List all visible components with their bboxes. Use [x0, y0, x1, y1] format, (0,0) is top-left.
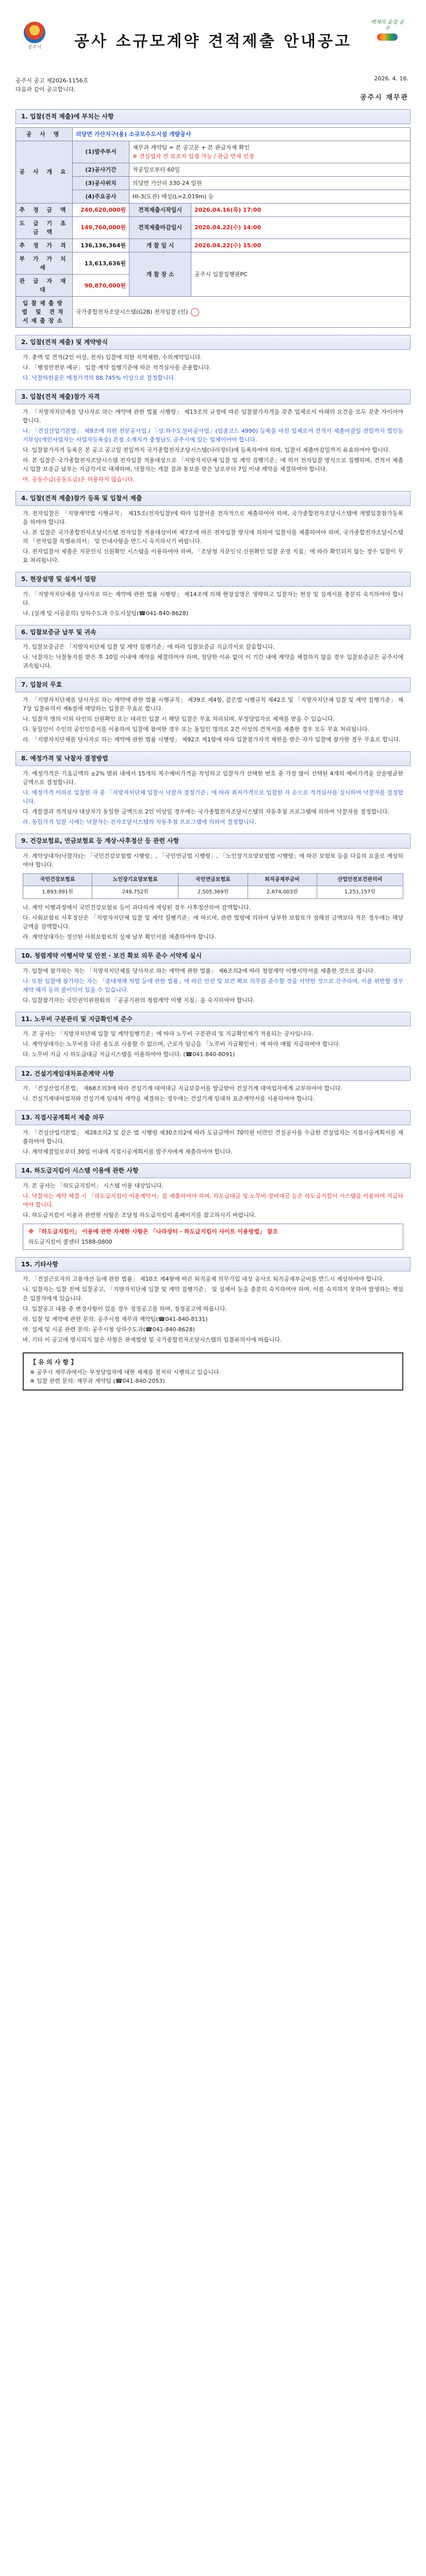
table-cell: 1,251,157원	[317, 886, 403, 899]
schedule-label: 견적제출시작일시	[129, 203, 191, 216]
overview-value: 의당면 가산리 330-24 일원	[129, 176, 411, 190]
section-subcontract-system	[15, 1163, 411, 1250]
section-contract-method	[15, 335, 411, 382]
section-body	[15, 1178, 411, 1250]
paragraph: 나. 본 입찰은 국가종합전자조달시스템 전자입찰 적용대상이며 제7조에 따른 전자입찰 방식에 의하여 입찰서를 제출하여야 하며, 국가종합전자조달시스템의 「전자입찰 특별유의서」 및 안내사항을 반드시 숙지하시기 바랍니다.	[23, 529, 403, 545]
paragraph: 나. 입찰자 명의 이외 타인의 신원확인 또는 대리인 입찰 시 해당 입찰은 무효 처리되며, 부정당업자로 제재를 받을 수 있습니다.	[23, 716, 335, 723]
paragraph: 라. 계약상대자는 정산된 사회보험료의 실제 납부 확인서를 제출하여야 합니다.	[23, 933, 216, 940]
amount-value: 240,620,000원	[73, 203, 129, 216]
paragraph: 가. 「건설산업기본법」 제28조의2 및 같은 법 시행령 제30조의2에 따라 도급금액이 70억원 미만인 건설공사를 수급한 건설업자는 직접시공계획서를 제출하여야 합니다.	[23, 1129, 403, 1145]
table-cell: 1,893,991원	[23, 886, 92, 899]
slogan-logo	[369, 20, 405, 46]
city-logo	[23, 22, 46, 53]
table-header: 퇴직공제부금비	[248, 873, 317, 886]
paragraph: 가. 「건설산업기본법」 제68조의3에 따라 건설기계 대여대금 지급보증서를 발급받아 건설기계 대여업자에게 교부하여야 합니다.	[23, 1085, 342, 1092]
section-site-briefing	[15, 572, 411, 618]
paragraph: 나. 「행정안전부 예규」 입찰·계약 집행기준에 따른 적격심사를 준용합니다.	[23, 364, 211, 371]
section-body	[15, 766, 411, 826]
overview-value	[129, 141, 411, 163]
paragraph: 가. 「지방자치단체를 당사자로 하는 계약에 관한 법률 시행규칙」 제39조 제4항, 같은법 시행규칙 제42조 및 「지방자치단체 입찰 및 계약 집행기준」 제7장 입찰유의서 제6절에 해당하는 입찰은 무효로 합니다.	[23, 697, 403, 713]
section-title: 12. 건설기계임대차표준계약 사항	[15, 1066, 411, 1081]
table-header: 산업안전보건관리비	[317, 873, 403, 886]
overview-department: 재무과 계약팀 = 본 공고문 + 본 관급자재 확인	[133, 144, 250, 151]
section-body	[15, 1026, 411, 1059]
project-name: 의당면 가산지구(용) 소규모수도시설 개량공사	[73, 127, 411, 141]
section-title: 11. 노무비 구분관리 및 지급확인제 준수	[15, 1012, 411, 1027]
schedule-label: 개 찰 장 소	[129, 252, 191, 297]
paragraph: 다. 노무비 지급 시 하도급대금 지급시스템을 이용하여야 합니다. (☎041-840-8091)	[23, 1051, 235, 1058]
paragraph: 나. 계약 이행과정에서 국민건강보험료 등이 과다하게 계상된 경우 사후정산하여 감액합니다.	[23, 904, 251, 911]
schedule-value: 공주시 입찰집행관PC	[191, 252, 411, 297]
paragraph: 나. 낙찰자는 낙찰통지를 받은 후 10일 이내에 계약을 체결하여야 하며, 정당한 이유 없이 이 기간 내에 계약을 체결하지 않을 경우 입찰보증금은 공주시에 귀속됩니다.	[23, 654, 403, 670]
table-header: 노인장기요양보험료	[92, 873, 178, 886]
section-title: 4. 입찰(견적 제출)참가 등록 및 입찰서 제출	[15, 491, 411, 506]
overview-label: (4)주요공사	[73, 190, 129, 203]
city-seal-icon	[24, 22, 45, 43]
section-registration	[15, 491, 411, 565]
section-title: 5. 현장설명 및 설계서 열람	[15, 572, 411, 587]
document-header	[15, 20, 411, 102]
schedule-label: 개 찰 일 시	[129, 239, 191, 252]
paragraph: 마. 공동수급(공동도급)은 허용하지 않습니다.	[23, 476, 135, 483]
amount-value: 136,136,364원	[73, 239, 129, 252]
table-header: 국민건강보험료	[23, 873, 92, 886]
page-title: 공사 소규모계약 견적제출 안내공고	[74, 32, 352, 50]
paragraph: 가. 입찰에 참가하는 자는 「지방자치단체를 당사자로 하는 계약에 관한 법률」 제6조의2에 따라 청렴계약 이행서약서를 제출한 것으로 봅니다.	[23, 967, 375, 974]
section-insurance	[15, 834, 411, 941]
table-header: 국민연금보험료	[178, 873, 248, 886]
submit-method: 국가종합전자조달시스템(G2B) 전자입찰	[76, 309, 176, 316]
section-body	[15, 1272, 411, 1391]
paragraph: 라. 「지방자치단체를 당사자로 하는 계약에 관한 법률 시행령」 제92조 제1항에 따라 입찰참가자격 제한을 받은 자가 입찰에 참가한 경우 무효로 합니다.	[23, 736, 401, 743]
section-body	[15, 350, 411, 382]
paragraph: 다. 동일인이 수인의 공인인증서를 이용하여 입찰에 참여한 경우 또는 동일인 명의로 2건 이상의 견적서를 제출한 경우 모두 무효 처리됩니다.	[23, 726, 369, 733]
paragraph: 나. 계약상대자는 노무비를 다른 용도로 사용할 수 없으며, 근로자 임금을 「노무비 지급확인서」에 따라 매월 지급하여야 합니다.	[23, 1041, 341, 1048]
caution-box	[23, 1352, 403, 1391]
schedule-label: 견적제출마감일시	[129, 216, 191, 239]
notice-date: 2026. 4. 16.	[374, 75, 408, 82]
paragraph: 가. 「지방자치단체를 당사자로 하는 계약에 관한 법률 시행령」 제13조의 규정에 따른 입찰참가자격을 갖춘 업체로서 아래의 요건을 모두 갖춘 자이어야 합니다.	[23, 408, 403, 424]
caution-line: ※ 공주시 재무과에서는 부정당업자에 대한 제재를 철저히 시행하고 있습니다.	[30, 1369, 221, 1376]
paragraph: 다. 낙찰하한율은 예정가격의 88.745% 이상으로 결정합니다.	[23, 375, 176, 382]
schedule-value: 2026.04.16(목) 17:00	[191, 203, 411, 216]
table-cell: 2,874,003원	[248, 886, 317, 899]
insurance-table	[23, 873, 403, 899]
section-bid-bond	[15, 625, 411, 671]
paragraph: 다. 전자입찰서 제출은 지문인식 신원확인 시스템을 이용하여야 하며, 「조달청 지문인식 신원확인 입찰 운영 지침」에 따라 확인되지 않는 경우 입찰이 무효 처리됩니다.	[23, 548, 403, 564]
row-label-project: 공 사 명	[16, 127, 73, 141]
section-bid-items	[15, 109, 411, 328]
paragraph: 다. 입찰공고 내용 중 변경사항이 있을 경우 정정공고를 하며, 정정공고에 따릅니다.	[23, 1305, 227, 1312]
section-other	[15, 1257, 411, 1391]
section-body	[15, 1081, 411, 1103]
section-invalid-bids	[15, 677, 411, 744]
section-title: 14. 하도급지킴이 시스템 이용에 관한 사항	[15, 1163, 411, 1178]
paragraph: 마. 설계 및 시공 관련 문의: 공주시청 상하수도과(☎041-840-8628)	[23, 1326, 195, 1333]
section-title: 6. 입찰보증금 납부 및 귀속	[15, 625, 411, 640]
paragraph: 나. 「건설산업기본법」 제9조에 의한 전문공사업 / 「상.하수도설비공사업」(업종코드 4990) 등록을 마친 업체로서 견적서 제출마감일 전일까지 법인등기부상(개인사업자는 사업자등록증) 본점 소재지가 충청남도 공주시에 있는 업체이어야 합니다.	[23, 427, 403, 443]
slogan-text: 백제의 숨결 공주	[370, 20, 404, 31]
paragraph: 나. 예정가격 이하로 입찰한 자 중 「지방자치단체 입찰시 낙찰자 결정기준」에 따라 최저가격으로 입찰한 자 순으로 적격심사를 실시하여 낙찰자를 결정합니다.	[23, 789, 403, 805]
notice-intro: 다음과 같이 공고합니다.	[15, 86, 76, 93]
seal-stamp-icon	[191, 308, 199, 316]
amount-value: 90,870,000원	[73, 275, 129, 297]
table-cell: 248,752원	[92, 886, 178, 899]
paragraph: 나. 계약체결일로부터 30일 이내에 직접시공계획서를 발주자에게 제출하여야 합니다.	[23, 1148, 233, 1155]
section-title: 7. 입찰의 무효	[15, 677, 411, 692]
paragraph: 가. 본 공사는 「지방자치단체 입찰 및 계약집행기준」에 따라 노무비 구분관리 및 지급확인제가 적용되는 공사입니다.	[23, 1030, 314, 1038]
submit-info	[73, 297, 411, 328]
caution-line: ※ 입찰 관련 문의: 재무과 계약팀 (☎041-840-2053)	[30, 1378, 165, 1385]
section-title: 8. 예정가격 및 낙찰자 결정방법	[15, 751, 411, 766]
box-line: 하도급지킴이 콜센터 1588-0800	[28, 1238, 112, 1245]
section-title: 2. 입찰(견적 제출) 및 계약방식	[15, 335, 411, 350]
section-title: 9. 건강보험료, 연금보험료 등 계상·사후정산 등 관련 사항	[15, 834, 411, 849]
section-integrity-pledge	[15, 948, 411, 1005]
amount-value: 149,760,000원	[73, 216, 129, 239]
paragraph: 가. 예정가격은 기초금액의 ±2% 범위 내에서 15개의 복수예비가격을 작성하고 입찰자가 선택한 번호 중 가장 많이 선택된 4개의 예비가격을 산술평균한 금액으로 결정합니다.	[23, 770, 403, 786]
overview-value: HI-3(도관) 매설(L=2,019m) 등	[129, 190, 411, 203]
section-title: 3. 입찰(견적 제출)참가 자격	[15, 389, 411, 404]
section-body	[15, 404, 411, 484]
section-award-method	[15, 751, 411, 826]
paragraph: 가. 계약상대자(낙찰자)는 「국민건강보험법 시행령」, 「국민연금법 시행령」, 「노인장기요양보험법 시행령」에 따른 보험료 등을 다음의 요율로 계상하여야 합니다.	[23, 852, 403, 868]
overview-label: (2)공사기간	[73, 163, 129, 176]
section-body	[15, 639, 411, 670]
table-cell: 2,505,369원	[178, 886, 248, 899]
section-body	[15, 1125, 411, 1156]
paragraph: 가. 「지방자치단체를 당사자로 하는 계약에 관한 법률 시행령」 제14조에 의해 현장설명은 생략하고 입찰자는 현장 및 설계서를 충분히 숙지하여야 합니다.	[23, 590, 403, 606]
amount-label: 추 정 금 액	[16, 203, 73, 216]
paragraph: 나. 또한 입찰에 참가하는 자는 「중대재해 처벌 등에 관한 법률」에 따른 안전 및 보건 확보 의무를 준수할 것을 서약한 것으로 간주하며, 이를 위반할 경우 계약 해지 등의 불이익이 있을 수 있습니다.	[23, 977, 403, 993]
paragraph: 나. 건설기계대여업자와 건설기계 임대차 계약을 체결하는 경우에는 건설기계 임대차 표준계약서를 사용하여야 합니다.	[23, 1095, 315, 1103]
paragraph: 가. 총액 및 견적(2인 이상, 전자) 입찰에 의한 지역제한, 수의계약입니다.	[23, 353, 202, 361]
schedule-value: 2026.04.22(수) 14:00	[191, 216, 411, 239]
paragraph: 다. 개찰결과 적격심사 대상자가 동일한 금액으로 2인 이상일 경우에는 국가종합전자조달시스템의 자동추첨 프로그램에 의하여 낙찰자를 결정합니다.	[23, 808, 390, 816]
section-title: 1. 입찰(견적 제출)에 부치는 사항	[15, 109, 411, 124]
overview-label: (3)공사위치	[73, 176, 129, 190]
paragraph: 라. 동일가격 입찰 시에는 낙찰자는 전자조달시스템의 자동추첨 프로그램에 의하여 결정합니다.	[23, 819, 256, 826]
notice-meta	[15, 75, 411, 101]
section-body	[15, 587, 411, 618]
paragraph: 가. 입찰보증금은 「지방자치단체 입찰 및 계약 집행기준」에 따라 입찰보증금 지급각서로 갈음합니다.	[23, 643, 275, 651]
overview-note: ※ 견실업자 진 보조지 입점 가능 / 관급 면세 인정	[133, 152, 254, 160]
paragraph: 다. 입찰참가자격 등록은 본 공고 공고일 전일까지 국가종합전자조달시스템(나라장터)에 등록하여야 하며, 입찰서 제출마감일까지 유효하여야 합니다.	[23, 446, 390, 453]
box-title: ※ 「하도급지킴이」 이용에 관한 자세한 사항은 「나라장터 - 하도급지킴이 사이트 이용방법」 참조	[28, 1228, 278, 1235]
section-body	[15, 849, 411, 941]
section-body	[15, 692, 411, 744]
caution-title: 【 유 의 사 항 】	[30, 1358, 77, 1366]
amount-label: 부 가 가 치 세	[16, 252, 73, 275]
amount-label: 추 정 가 격	[16, 239, 73, 252]
schedule-value: 2026.04.22(수) 15:00	[191, 239, 411, 252]
bid-info-table	[15, 127, 411, 328]
notice-number: 공주시 공고 제2026-1156호	[15, 77, 89, 84]
amount-label: 도 급 기 초 금 액	[16, 216, 73, 239]
paragraph: 나. 낙찰자는 계약 체결 시 「하도급지킴이 이용계약서」를 제출하여야 하며, 하도급대금 및 노무비·장비대금 등은 하도급지킴이 시스템을 이용하여 지급하여야 합니다.	[23, 1192, 403, 1208]
overview-value: 착공일로부터 60일	[129, 163, 411, 176]
paragraph: 가. 「건설근로자의 고용개선 등에 관한 법률」 제10조 제4항에 따른 퇴직공제 의무가입 대상 공사로 퇴직공제부금비를 반드시 계상하여야 합니다.	[23, 1276, 384, 1283]
section-equipment-lease	[15, 1066, 411, 1104]
amount-label: 관 급 자 재 대	[16, 275, 73, 297]
paragraph: 바. 기타 이 공고에 명시되지 않은 사항은 관계법령 및 국가종합전자조달시스템의 입찰유의서에 따릅니다.	[23, 1336, 282, 1343]
section-eligibility	[15, 389, 411, 484]
paragraph: 가. 전자입찰은 「지방계약법 시행규칙」 제15조(전자입찰)에 따라 입찰서를 전자적으로 제출하여야 하며, 국가종합전자조달시스템에 개별입찰참가등록을 하여야 합니다.	[23, 510, 403, 526]
row-label-submit: 입찰제출방법 및 견적서제출장소	[16, 297, 73, 328]
paragraph: 다. 사회보험료 사후정산은 「지방자치단체 입찰 및 계약 집행기준」에 따르며, 관련 법령에 의하여 납부한 보험료가 정해진 금액보다 적은 경우에는 해당 금액을 감액합니다.	[23, 914, 403, 930]
issuing-agency: 공주시 재무관	[360, 94, 408, 101]
section-body	[15, 506, 411, 565]
section-body	[15, 963, 411, 1005]
stamp-note: (인)	[178, 309, 188, 316]
paragraph: 라. 입찰 및 계약에 관한 문의: 공주시청 재무과 계약팀(☎041-840-8131)	[23, 1315, 208, 1323]
amount-value: 13,613,636원	[73, 252, 129, 275]
paragraph: 다. 하도급지킴이 이용과 관련한 사항은 조달청 하도급지킴이 홈페이지를 참고하시기 바랍니다.	[23, 1211, 256, 1218]
paragraph: 라. 본 입찰은 국가종합전자조달시스템 전자입찰 적용대상으로 「지방자치단체 입찰 및 계약 집행기준」에 의거 전자입찰 방식으로 집행하며, 견적서 제출 시 입찰 보증금 납부는 지급각서로 대체하며, 낙찰자는 개찰 결과 통보를 받은 날로부터 7일 이내 계약을 체결하여야 합니다.	[23, 456, 403, 472]
section-direct-construction	[15, 1110, 411, 1156]
overview-label: (1)발주부서	[73, 141, 129, 163]
subcontract-info-box	[23, 1224, 403, 1250]
paragraph: 가. 본 공사는 「하도급지킴이」 시스템 이용 대상입니다.	[23, 1182, 164, 1189]
section-title: 15. 기타사항	[15, 1257, 411, 1272]
paragraph: 나. (설계 및 시공문의) 상하수도과 수도시설팀(☎041-840-8628)	[23, 609, 189, 617]
section-labor-cost	[15, 1012, 411, 1059]
section-title: 10. 청렴계약 이행서약 및 안전 · 보건 확보 의무 준수 서약제 실시	[15, 948, 411, 963]
slogan-mark-icon	[377, 33, 398, 41]
section-title: 13. 직접시공계획서 제출 의무	[15, 1110, 411, 1125]
paragraph: 나. 입찰자는 입찰 전에 입찰공고, 「지방자치단체 입찰 및 계약 집행기준」 및 설계서 등을 충분히 숙지하여야 하며, 이를 숙지하지 못하여 발생하는 책임은 입찰자에게 있습니다.	[23, 1286, 403, 1302]
row-label-overview: 공 사 개 요	[16, 141, 73, 203]
city-logo-text: 공주시	[27, 45, 42, 50]
paragraph: 다. 입찰참가자는 국민권익위원회의 「공공기관의 청렴계약 이행 지침」을 숙지하여야 합니다.	[23, 996, 255, 1004]
